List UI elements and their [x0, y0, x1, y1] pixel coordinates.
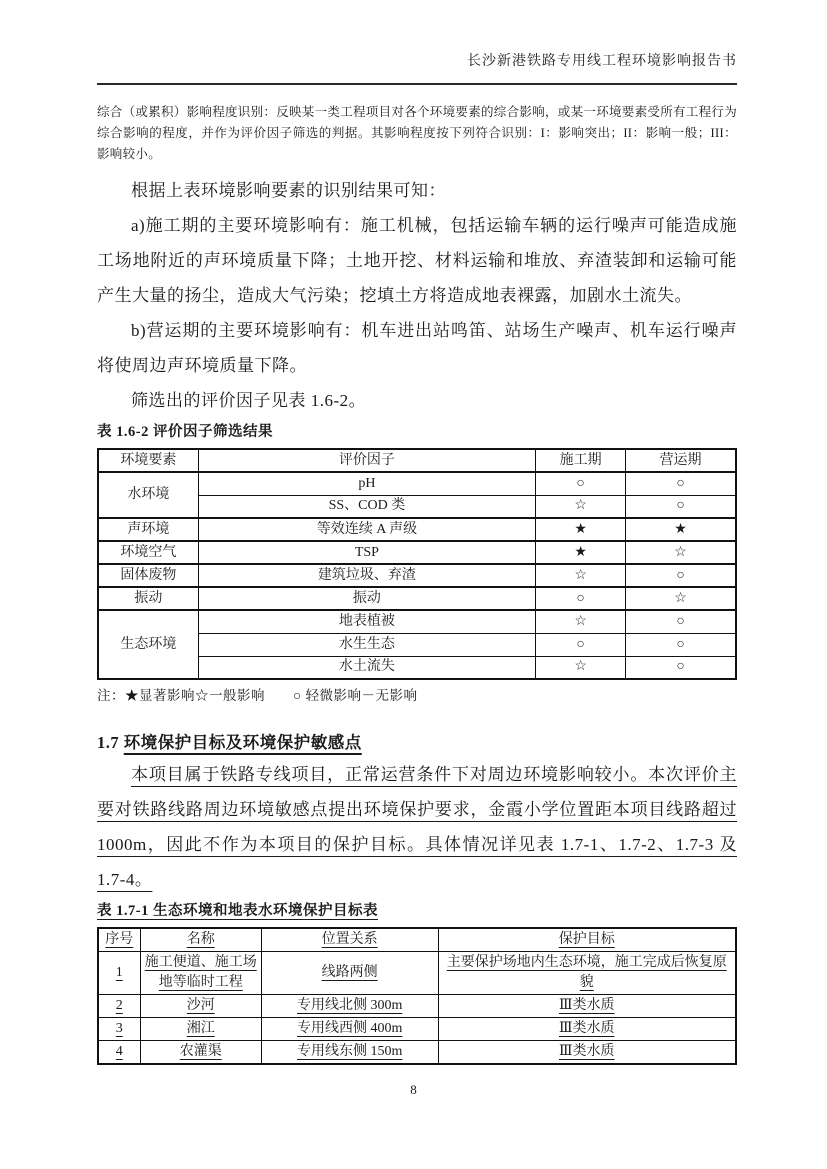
- cell-target: [438, 1018, 736, 1041]
- cell-factor: SS、COD 类: [198, 495, 536, 518]
- cell-operation: ○: [626, 564, 736, 587]
- cell-index: [98, 995, 140, 1018]
- table-row: [98, 995, 736, 1018]
- cell-element: 固体废物: [98, 564, 198, 587]
- cell-name: [140, 1041, 261, 1065]
- cell-element: 振动: [98, 587, 198, 610]
- table-row: [98, 952, 736, 995]
- column-header-label: 位置关系: [321, 932, 378, 947]
- section-heading-1-7: [97, 729, 737, 753]
- cell-operation: ★: [626, 518, 736, 541]
- cell-text: 农灌渠: [179, 1044, 222, 1059]
- cell-location: [261, 995, 438, 1018]
- cell-text: 专用线北侧 300m: [296, 998, 403, 1013]
- cell-location: [261, 1041, 438, 1065]
- section-number: 1.7: [97, 733, 120, 752]
- cell-construction: ☆: [536, 656, 626, 679]
- column-header-name: [140, 928, 261, 952]
- paragraph-impact-identification: 综合（或累积）影响程度识别：反映某一类工程项目对各个环境要素的综合影响，或某一环境要素受所有工程行为综合影响的程度，并作为评价因子筛选的判据。其影响程度按下列符合识别：I：影响突出；II：影响一般；III：影响较小。: [97, 105, 738, 161]
- cell-text: Ⅲ类水质: [559, 1021, 615, 1036]
- cell-construction: ★: [536, 518, 626, 541]
- page-number: 8: [410, 1082, 417, 1097]
- table-row: [98, 587, 736, 610]
- cell-text: 3: [115, 1021, 123, 1036]
- cell-index: [98, 1041, 140, 1065]
- table-row: [98, 541, 736, 564]
- column-header-label: 保护目标: [558, 932, 615, 947]
- cell-operation: ☆: [626, 587, 736, 610]
- cell-factor: pH: [198, 472, 536, 495]
- cell-operation: ☆: [626, 541, 736, 564]
- document-header-title: 长沙新港铁路专用线工程环境影响报告书: [467, 54, 737, 69]
- table-row: [98, 518, 736, 541]
- cell-text: 专用线东侧 150m: [296, 1044, 403, 1059]
- column-header-index: [98, 928, 140, 952]
- table-row: [98, 1018, 736, 1041]
- column-header-factor: 评价因子: [198, 449, 536, 472]
- column-header-element: 环境要素: [98, 449, 198, 472]
- cell-factor: 水生生态: [198, 633, 536, 656]
- cell-name: [140, 995, 261, 1018]
- column-header-label: 名称: [186, 932, 215, 947]
- table-row: [98, 610, 736, 633]
- paragraph-section-1-7-body: 本项目属于铁路专线项目，正常运营条件下对周边环境影响较小。本次评价主要对铁路线路周边环境敏感点提出环境保护要求，金霞小学位置距本项目线路超过1000m，因此不作为本项目的保护目标。具体情况详见表 1.7-1、1.7-2、1.7-3 及 1.7-4。: [97, 765, 737, 889]
- cell-operation: ○: [626, 495, 736, 518]
- cell-operation: ○: [626, 656, 736, 679]
- cell-factor: TSP: [198, 541, 536, 564]
- cell-index: [98, 1018, 140, 1041]
- table-1-7-1-title: 表 1.7-1 生态环境和地表水环境保护目标表: [97, 903, 378, 919]
- paragraph-item-b: b)营运期的主要环境影响有：机车进出站鸣笛、站场生产噪声、机车运行噪声将使周边声环境质量下降。: [97, 321, 737, 375]
- cell-construction: ○: [536, 587, 626, 610]
- column-header-label: 序号: [105, 932, 134, 947]
- column-header-operation: 营运期: [626, 449, 736, 472]
- cell-construction: ★: [536, 541, 626, 564]
- cell-operation: ○: [626, 610, 736, 633]
- cell-text: 沙河: [186, 998, 215, 1013]
- cell-construction: ☆: [536, 610, 626, 633]
- cell-index: [98, 952, 140, 995]
- cell-text: 2: [115, 998, 123, 1013]
- cell-operation: ○: [626, 472, 736, 495]
- cell-factor: 振动: [198, 587, 536, 610]
- cell-construction: ○: [536, 472, 626, 495]
- cell-text: Ⅲ类水质: [559, 998, 615, 1013]
- paragraph-item-a: a)施工期的主要环境影响有：施工机械，包括运输车辆的运行噪声可能造成施工场地附近的声环境质量下降；土地开挖、材料运输和堆放、弃渣装卸和运输可能产生大量的扬尘，造成大气污染；挖填土方将造成地表裸露，加剧水土流失。: [97, 216, 737, 305]
- table-row: [98, 1041, 736, 1065]
- cell-text: 施工便道、施工场地等临时工程: [144, 955, 257, 990]
- header-rule: [97, 83, 737, 85]
- cell-target: [438, 952, 736, 995]
- cell-element: 环境空气: [98, 541, 198, 564]
- cell-text: 主要保护场地内生态环境，施工完成后恢复原貌: [446, 955, 727, 990]
- cell-factor: 建筑垃圾、弃渣: [198, 564, 536, 587]
- cell-text: 1: [115, 965, 123, 980]
- cell-construction: ☆: [536, 495, 626, 518]
- cell-target: [438, 995, 736, 1018]
- section-title: 环境保护目标及环境保护敏感点: [123, 733, 362, 752]
- cell-name: [140, 1018, 261, 1041]
- table-row: [98, 472, 736, 495]
- cell-location: [261, 952, 438, 995]
- column-header-location: [261, 928, 438, 952]
- paragraph-screening: 筛选出的评价因子见表 1.6-2。: [131, 391, 367, 410]
- column-header-target: [438, 928, 736, 952]
- cell-text: 4: [115, 1044, 123, 1059]
- cell-factor: 地表植被: [198, 610, 536, 633]
- cell-operation: ○: [626, 633, 736, 656]
- table-header-row: [98, 449, 736, 472]
- cell-text: 线路两侧: [321, 965, 378, 980]
- cell-construction: ○: [536, 633, 626, 656]
- table-1-6-2-legend: 注：★显著影响☆一般影响 ○ 轻微影响－无影响: [97, 688, 418, 703]
- cell-construction: ☆: [536, 564, 626, 587]
- table-header-row: [98, 928, 736, 952]
- cell-factor: 等效连续 A 声级: [198, 518, 536, 541]
- cell-text: 专用线西侧 400m: [296, 1021, 403, 1036]
- table-1-6-2-title: 表 1.6-2 评价因子筛选结果: [97, 424, 273, 440]
- cell-factor: 水土流失: [198, 656, 536, 679]
- cell-text: Ⅲ类水质: [559, 1044, 615, 1059]
- cell-name: [140, 952, 261, 995]
- paragraph-lead: 根据上表环境影响要素的识别结果可知：: [131, 181, 446, 200]
- cell-element: 水环境: [98, 472, 198, 518]
- cell-location: [261, 1018, 438, 1041]
- table-1-6-2: [97, 448, 737, 680]
- table-row: [98, 564, 736, 587]
- cell-element: 声环境: [98, 518, 198, 541]
- table-1-7-1: [97, 927, 737, 1065]
- cell-element: 生态环境: [98, 610, 198, 679]
- cell-target: [438, 1041, 736, 1065]
- page-header: [97, 0, 737, 85]
- cell-text: 湘江: [186, 1021, 215, 1036]
- column-header-construction: 施工期: [536, 449, 626, 472]
